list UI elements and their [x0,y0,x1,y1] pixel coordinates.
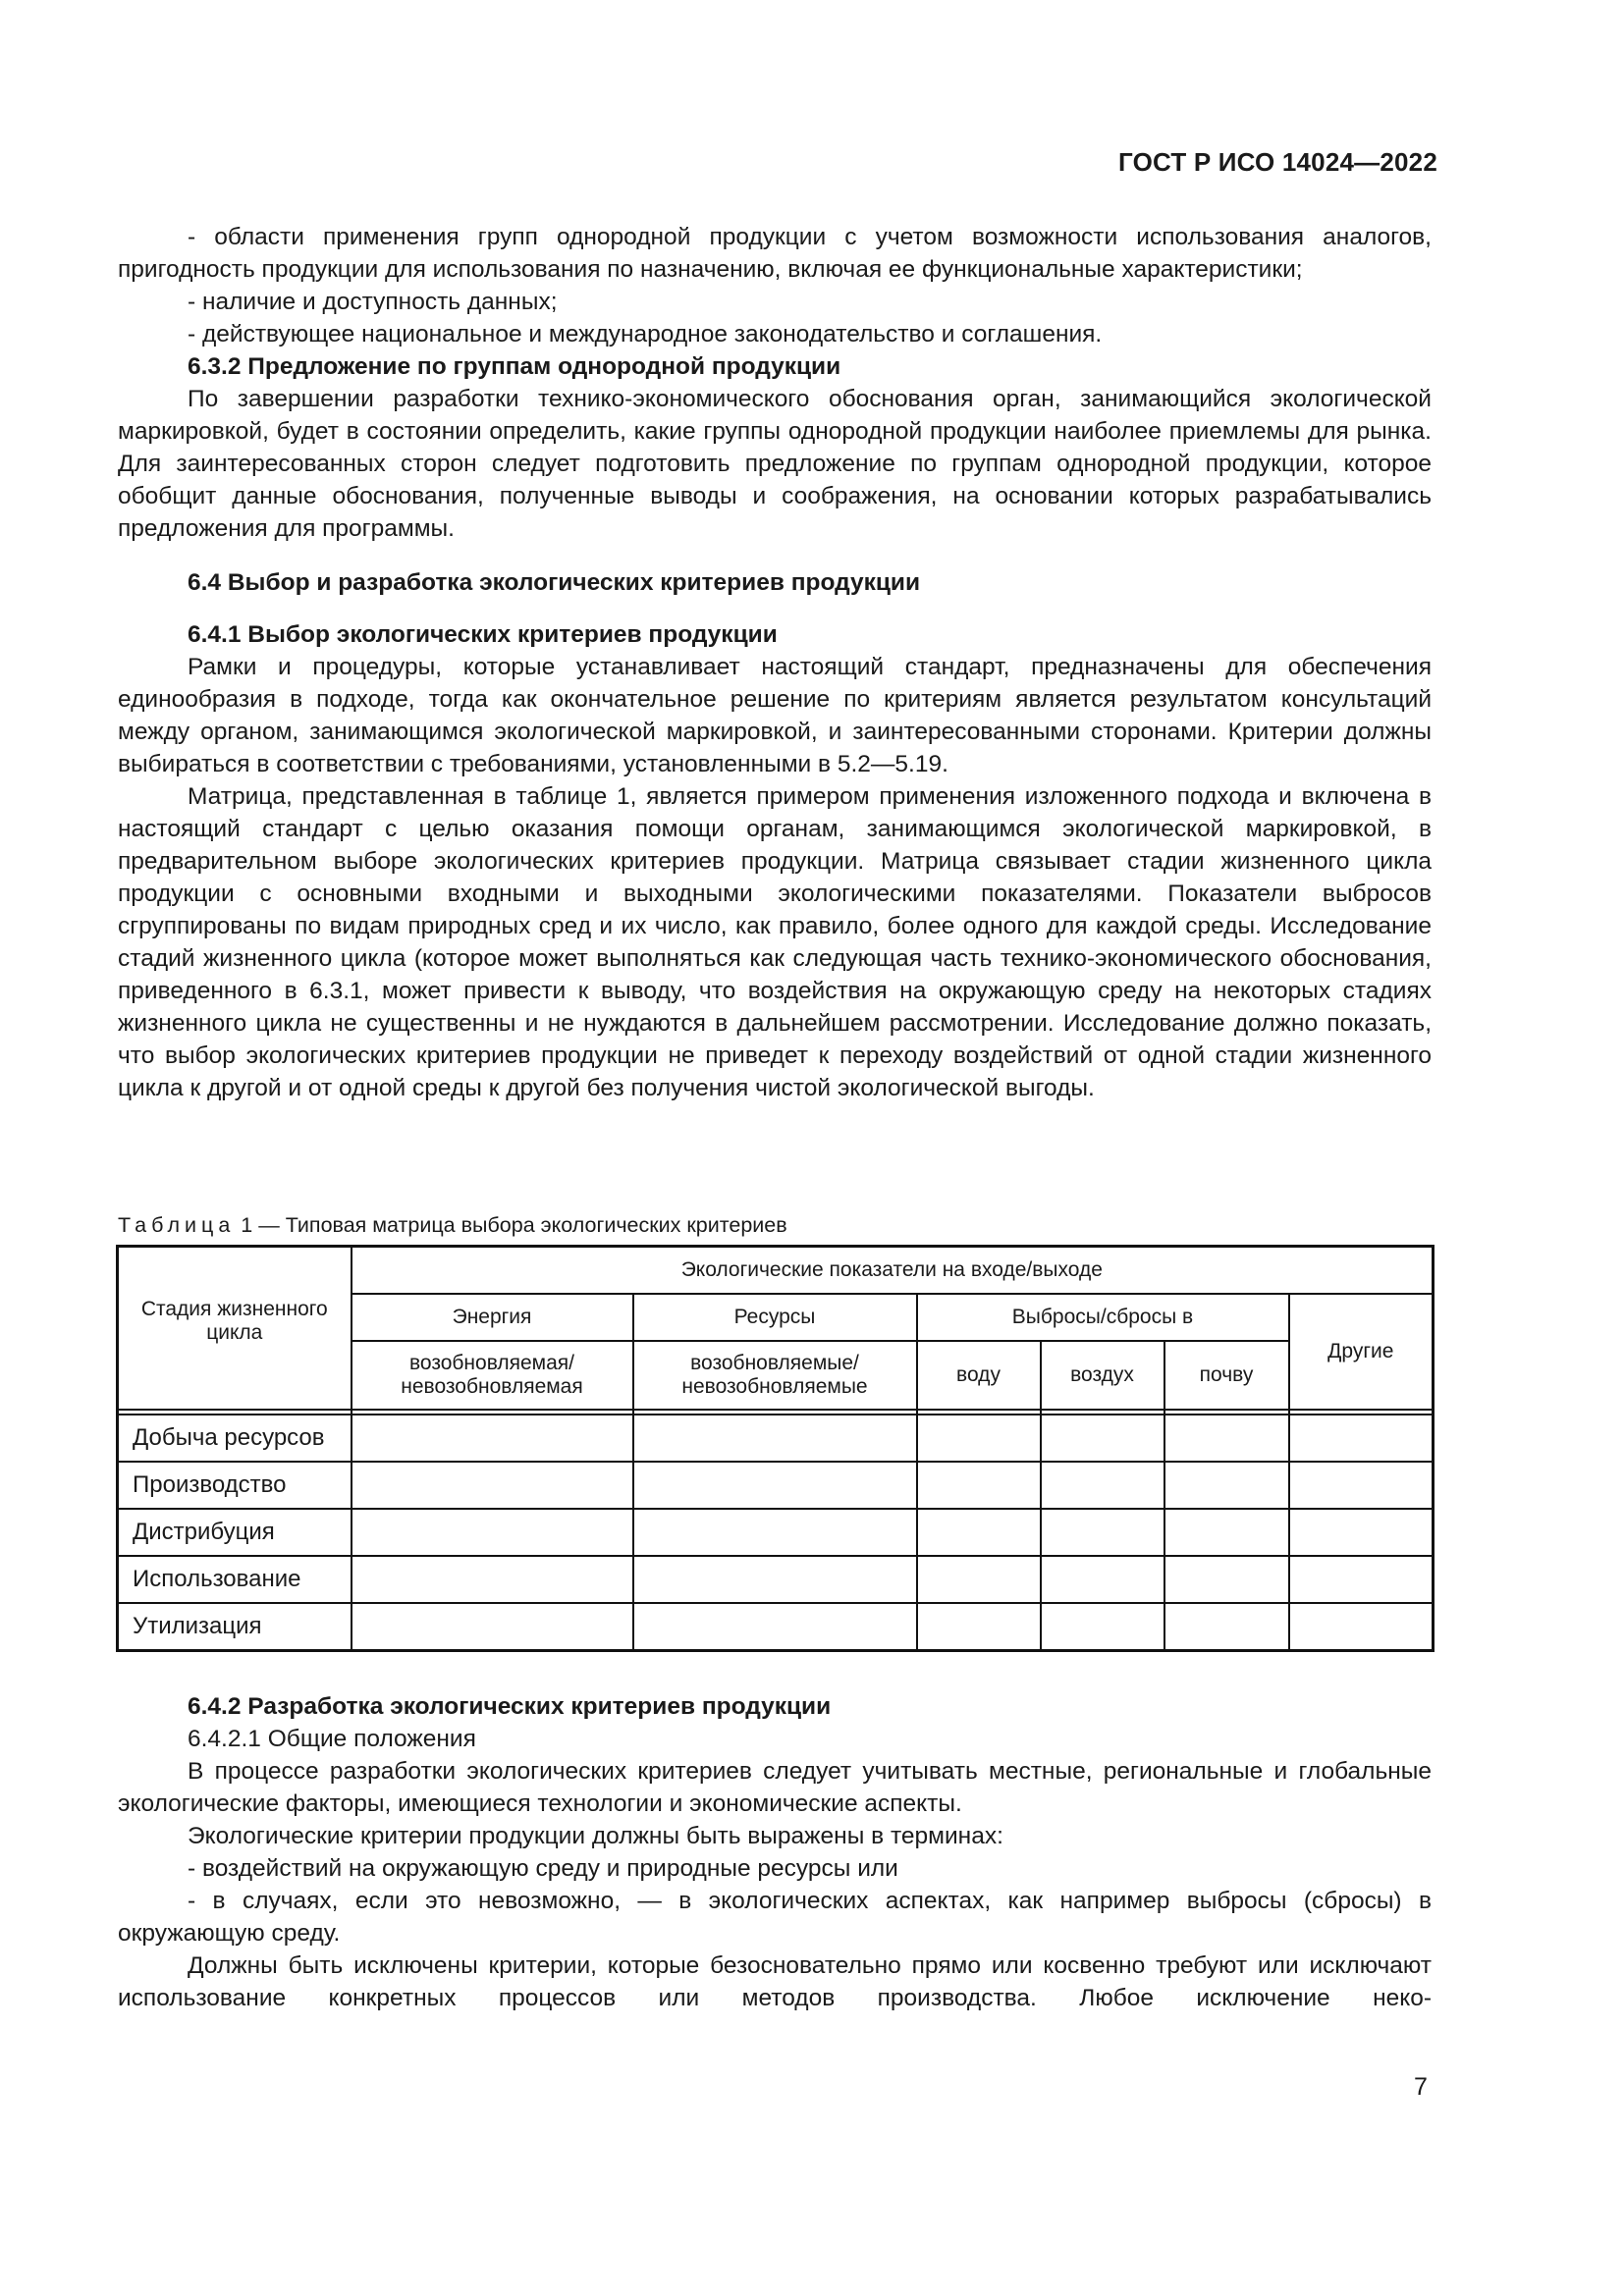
table-cell [1289,1462,1434,1509]
paragraph: Должны быть исключены критерии, которые безосновательно прямо или косвенно требуют или исключают использование конкретных процессов или методов производства. Любое исключение неко- [118,1952,1432,2011]
page-number: 7 [1414,2073,1428,2101]
table-caption [118,1213,787,1238]
subsection-heading-6-4-2-1: 6.4.2.1 Общие положения [188,1726,476,1752]
header-energy: Энергия [352,1294,633,1341]
table-caption-label: Таблица [118,1213,236,1237]
header-indicators: Экологические показатели на входе/выходе [352,1247,1434,1295]
table-cell [352,1509,633,1556]
table-caption-number: 1 [241,1213,253,1237]
table-cell [1041,1603,1164,1651]
section-heading-6-3-2: 6.3.2 Предложение по группам однородной продукции [188,353,841,380]
row-stage: Использование [118,1556,352,1603]
list-item: - в случаях, если это невозможно, — в экологических аспектах, как например выбросы (сбросы) в окружающую среду. [118,1888,1432,1947]
table-cell [917,1415,1041,1462]
row-stage: Утилизация [118,1603,352,1651]
table-cell [1041,1462,1164,1509]
document-code-header: ГОСТ Р ИСО 14024—2022 [1117,147,1437,177]
table-cell [1164,1603,1289,1651]
table-cell [917,1603,1041,1651]
list-item: - действующее национальное и международное законодательство и соглашения. [188,321,1103,347]
table-cell [1164,1415,1289,1462]
table-row [118,1415,1434,1462]
header-resources-sub: возобновляемые/ невозобновляемые [633,1341,917,1410]
header-energy-sub: возобновляемая/ невозобновляемая [352,1341,633,1410]
section-heading-6-4-1: 6.4.1 Выбор экологических критериев продукции [188,621,778,648]
table-row [118,1556,1434,1603]
table-cell [352,1415,633,1462]
paragraph: Матрица, представленная в таблице 1, является примером применения изложенного подхода и включена в настоящий стандарт с целью оказания помощи органам, занимающимся экологической маркировкой, в предварительном выборе экологических критериев продукции. Матрица связывает стадии жизненного цикла продукции с основными входными и выходными экологическими показателями. Показатели выбросов сгруппированы по видам природных сред и их число, как правило, более одного для каждой среды. Исследование стадий жизненного цикла (которое может выполняться как следующая часть технико-экономического обоснования, приведенного в 6.3.1, может привести к выводу, что воздействия на окружающую среду на некоторых стадиях жизненного цикла не существенны и не нуждаются в дальнейшем рассмотрении. Исследование должно показать, что выбор экологических критериев продукции не приведет к переходу воздействий от одной стадии жизненного цикла к другой и от одной среды к другой без получения чистой экологической выгоды. [118,783,1432,1101]
paragraph: По завершении разработки технико-экономического обоснования орган, занимающийся экологической маркировкой, будет в состоянии определить, какие группы однородной продукции наиболее приемлемы для рынка. Для заинтересованных сторон следует подготовить предложение по группам однородной продукции, которое обобщит данные обоснования, полученные выводы и соображения, на основании которых разрабатывались предложения для программы. [118,386,1432,542]
table-cell [633,1509,917,1556]
table-row [118,1603,1434,1651]
section-heading-6-4-2: 6.4.2 Разработка экологических критериев продукции [188,1693,832,1720]
section-6-4-2 [118,1690,1432,2014]
row-stage: Производство [118,1462,352,1509]
paragraph: Рамки и процедуры, которые устанавливает настоящий стандарт, предназначены для обеспечения единообразия в подходе, тогда как окончательное решение по критериям является результатом консультаций между органом, занимающимся экологической маркировкой, и заинтересованными сторонами. Критерии должны выбираться в соответствии с требованиями, установленными в 5.2—5.19. [118,654,1432,777]
header-other: Другие [1289,1294,1434,1410]
table-row [118,1509,1434,1556]
row-stage: Дистрибуция [118,1509,352,1556]
row-stage: Добыча ресурсов [118,1415,352,1462]
table-cell [917,1462,1041,1509]
table-cell [352,1603,633,1651]
table-caption-title: — Типовая матрица выбора экологических критериев [258,1213,787,1237]
table-cell [1164,1509,1289,1556]
table-cell [1289,1509,1434,1556]
table-cell [1164,1462,1289,1509]
section-heading-6-4: 6.4 Выбор и разработка экологических критериев продукции [188,569,921,596]
table-cell [1289,1415,1434,1462]
table-cell [917,1509,1041,1556]
table-cell [1041,1509,1164,1556]
table-cell [917,1556,1041,1603]
header-soil: почву [1164,1341,1289,1410]
table-cell [1041,1415,1164,1462]
header-resources: Ресурсы [633,1294,917,1341]
table-cell [633,1603,917,1651]
list-item: - наличие и доступность данных; [188,289,558,315]
table-cell [1164,1556,1289,1603]
criteria-matrix-table [116,1245,1435,1652]
header-emissions: Выбросы/сбросы в [917,1294,1289,1341]
paragraph: В процессе разработки экологических критериев следует учитывать местные, региональные и глобальные экологические факторы, имеющиеся технологии и экономические аспекты. [118,1758,1432,1817]
table-cell [633,1415,917,1462]
header-water: воду [917,1341,1041,1410]
header-air: воздух [1041,1341,1164,1410]
table-cell [1289,1603,1434,1651]
table-cell [352,1556,633,1603]
table-row [118,1462,1434,1509]
table-cell [633,1462,917,1509]
list-item: - воздействий на окружающую среду и природные ресурсы или [188,1855,898,1882]
list-item: - области применения групп однородной продукции с учетом возможности использования аналогов, пригодность продукции для использования по назначению, включая ее функциональные характеристики; [118,224,1432,283]
table-cell [633,1556,917,1603]
table-cell [352,1462,633,1509]
table-header-row [118,1247,1434,1295]
table-cell [1289,1556,1434,1603]
header-stage: Стадия жизненного цикла [118,1247,352,1411]
table-cell [1041,1556,1164,1603]
paragraph: Экологические критерии продукции должны быть выражены в терминах: [188,1823,1003,1849]
section-top [118,221,1432,1104]
